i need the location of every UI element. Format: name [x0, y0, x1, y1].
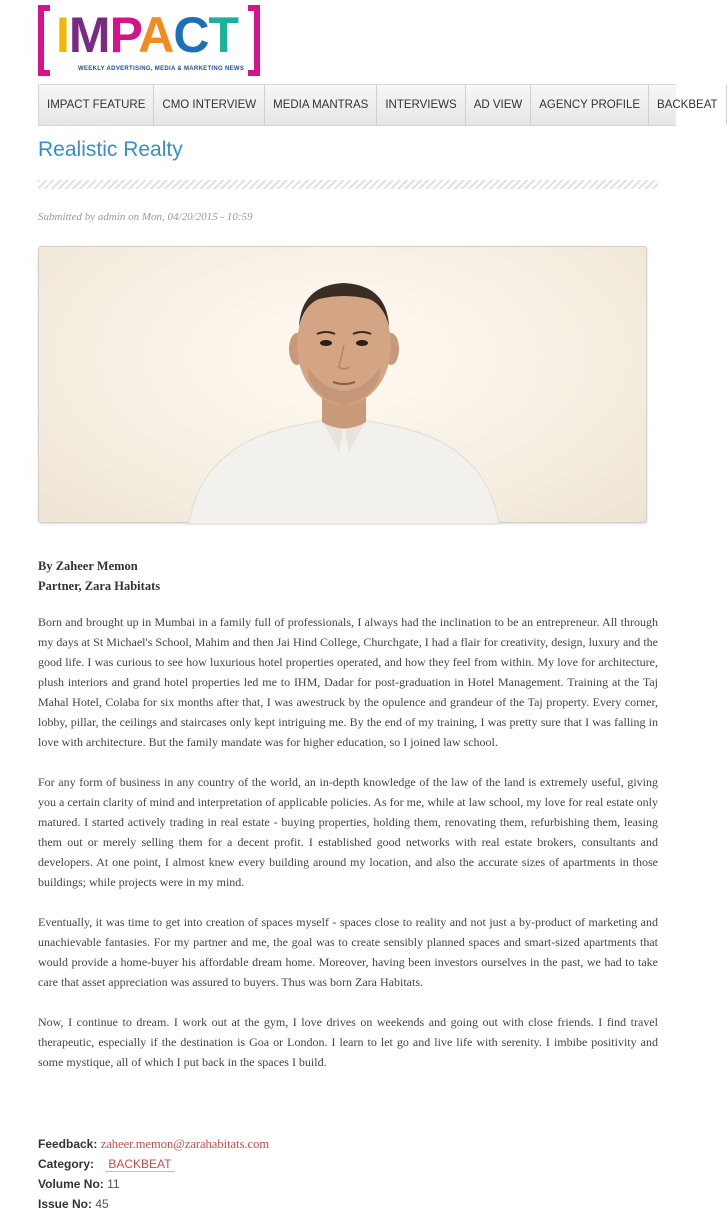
- logo-tagline: WEEKLY ADVERTISING, MEDIA & MARKETING NEWS: [78, 66, 245, 72]
- main-nav: [38, 84, 718, 126]
- article-body: [38, 612, 658, 1092]
- category-row: [38, 1154, 269, 1174]
- article-paragraph: Now, I continue to dream. I work out at the gym, I love drives on weekends and going out with close friends. I find travel therapeutic, especially if the destination is Goa or London. I learn to let go and live life with serenity. I imbibe positivity and some mystique, all of which I put back in the spaces I build.: [38, 1015, 658, 1069]
- logo-left-bracket: [38, 5, 50, 76]
- logo-wordmark: IMPACT: [56, 7, 238, 63]
- volume-value: 11: [107, 1177, 120, 1191]
- page-title: Realistic Realty: [38, 138, 183, 161]
- nav-item-cmo-interview[interactable]: CMO INTERVIEW: [154, 85, 265, 125]
- impact-logo[interactable]: [38, 5, 260, 78]
- author-name: By Zaheer Memon: [38, 559, 138, 573]
- issue-label: Issue No:: [38, 1197, 93, 1211]
- feedback-email-link[interactable]: zaheer.memon@zarahabitats.com: [100, 1137, 270, 1151]
- title-divider: [38, 180, 658, 189]
- nav-item-ad-view[interactable]: AD VIEW: [466, 85, 532, 125]
- nav-item-interviews[interactable]: INTERVIEWS: [377, 85, 465, 125]
- volume-row: [38, 1174, 269, 1194]
- logo-right-bracket: [248, 5, 260, 76]
- category-link[interactable]: BACKBEAT: [105, 1157, 174, 1172]
- article-paragraph: For any form of business in any country of the world, an in-depth knowledge of the law of the land is extremely useful, giving you a certain clarity of mind and interpretation of applicable policies. As for me, while at law school, my love for real estate only matured. I started actively trading in real estate - buying properties, holding them, renovating them, refurbishing them, leasing them out or merely selling them for a decent profit. I established good networks with real estate brokers, consultants and developers. At one point, I almost knew every building around my location, and also the accurate sizes of apartments in those buildings; while projects were in my mind.: [38, 775, 658, 889]
- byline: [38, 556, 160, 596]
- nav-item-agency-profile[interactable]: AGENCY PROFILE: [531, 85, 649, 125]
- author-role: Partner, Zara Habitats: [38, 579, 161, 593]
- nav-item-impact-feature[interactable]: IMPACT FEATURE: [39, 85, 154, 125]
- issue-value: 45: [95, 1197, 109, 1211]
- nav-item-media-mantras[interactable]: MEDIA MANTRAS: [265, 85, 377, 125]
- article-paragraph: Born and brought up in Mumbai in a family full of professionals, I always had the inclination to be an entrepreneur. All through my days at St Michael's School, Mahim and then Jai Hind College, Churchgate, I had a flair for creativity, design, luxury and the good life. I was curious to see how luxurious hotel properties operated, and how they feel from within. My love for architecture, plush interiors and grand hotel properties led me to IHM, Dadar for post-graduation in Hotel Management. Training at the Taj Mahal Hotel, Colaba for six months after that, I was awestruck by the opulence and grandeur of the Taj property. Every corner, lobby, pillar, the ceilings and staircases only kept intriguing me. By the end of my training, I was pretty sure that I was falling in love with architecture. But the family mandate was for higher education, so I joined law school.: [38, 615, 658, 749]
- category-label: Category:: [38, 1157, 95, 1171]
- nav-item-backbeat[interactable]: BACKBEAT: [649, 85, 727, 125]
- feedback-label: Feedback:: [38, 1137, 98, 1151]
- article-paragraph: Eventually, it was time to get into creation of spaces myself - spaces close to reality and not just a by-product of marketing and unachievable fantasies. For my partner and me, the goal was to create sensibly planned spaces and smart-sized apartments that would provide a home-buyer his affordable dream home. Moreover, having been investors ourselves in the past, we had to take care that asset appreciation was assured to buyers. Thus was born Zara Habitats.: [38, 915, 658, 989]
- portrait-illustration: [39, 247, 648, 524]
- issue-row: [38, 1194, 269, 1214]
- volume-label: Volume No:: [38, 1177, 104, 1191]
- feedback-row: [38, 1134, 269, 1154]
- author-photo: [38, 246, 647, 523]
- submitted-info: Submitted by admin on Mon, 04/20/2015 - 10:59: [38, 211, 253, 223]
- article-meta: [38, 1134, 269, 1214]
